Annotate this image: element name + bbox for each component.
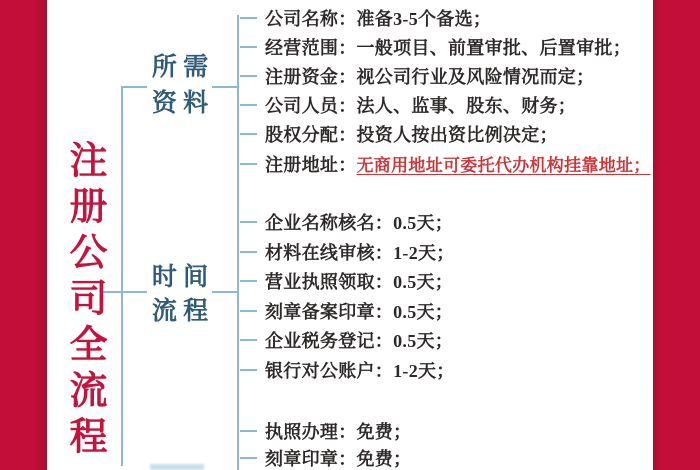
list-item: [240, 7, 491, 29]
left-red-sidebar: [0, 0, 47, 470]
page-title: 注册公司全流程: [63, 140, 105, 462]
list-item: [240, 447, 411, 469]
item-text: 公司名称：准备3-5个备选；: [265, 8, 492, 29]
list-item: [240, 36, 631, 58]
right-red-sidebar: [653, 0, 700, 470]
section-label-line: 资 料: [151, 90, 209, 117]
section-label-line: 时 间: [151, 264, 209, 291]
item-text: 注册地址：: [265, 154, 357, 175]
connector-section1-left: [121, 86, 147, 88]
list-item: [240, 359, 455, 381]
connector-tick-icon: [240, 251, 257, 253]
item-text: 注册资金：视公司行业及风险情况而定；: [265, 66, 595, 87]
connector-tick-icon: [240, 457, 257, 459]
section-label-materials: [145, 50, 215, 122]
item-text: 企业税务登记：0.5天；: [265, 331, 454, 352]
connector-tick-icon: [240, 46, 257, 48]
connector-tick-icon: [240, 221, 257, 223]
item-text: 材料在线审核：1-2天；: [265, 242, 455, 263]
list-item: [240, 329, 453, 351]
section-label-timeline: [145, 261, 215, 329]
item-text: 经营范围：一般项目、前置审批、后置审批；: [265, 37, 631, 58]
list-item: [240, 420, 411, 442]
list-item: [240, 123, 558, 145]
connector-tick-icon: [240, 369, 257, 371]
connector-tick-icon: [240, 163, 257, 165]
item-text: 公司人员：法人、监事、股东、财务；: [265, 96, 577, 117]
list-item: [240, 65, 594, 87]
connector-tick-icon: [240, 310, 257, 312]
list-item: [240, 153, 651, 175]
item-text: 银行对公账户：1-2天；: [265, 361, 455, 381]
tree-spine-left: [121, 87, 123, 466]
connector-section2-left: [101, 291, 147, 293]
tree-spine-right: [237, 15, 239, 470]
item-text: 企业名称核名：0.5天；: [265, 213, 454, 233]
section-label-line: 所 需: [151, 54, 209, 81]
connector-section2-right: [212, 291, 239, 293]
connector-tick-icon: [240, 430, 257, 432]
item-text: 执照办理：免费；: [265, 422, 412, 442]
list-item: [240, 241, 455, 263]
item-highlighted-note: 无商用地址可委托代办机构挂靠地址；: [356, 156, 651, 175]
list-item: [240, 270, 453, 292]
item-text: 营业执照领取：0.5天；: [265, 272, 454, 293]
item-text: 刻章印章：免费；: [265, 449, 412, 469]
connector-tick-icon: [240, 339, 257, 341]
connector-tick-icon: [240, 17, 257, 19]
section-label-line: 流 程: [151, 298, 209, 325]
list-item: [240, 300, 453, 322]
item-text: 刻章备案印章：0.5天；: [265, 301, 454, 322]
item-text: 股权分配：投资人按出资比例决定；: [265, 125, 558, 146]
connector-tick-icon: [240, 75, 257, 77]
list-item: [240, 211, 453, 233]
connector-tick-icon: [240, 280, 257, 282]
connector-tick-icon: [240, 104, 257, 106]
connector-section1-right: [212, 86, 239, 88]
connector-tick-icon: [240, 133, 257, 135]
list-item: [240, 94, 576, 116]
cropped-section-label-fragment: [150, 464, 204, 470]
